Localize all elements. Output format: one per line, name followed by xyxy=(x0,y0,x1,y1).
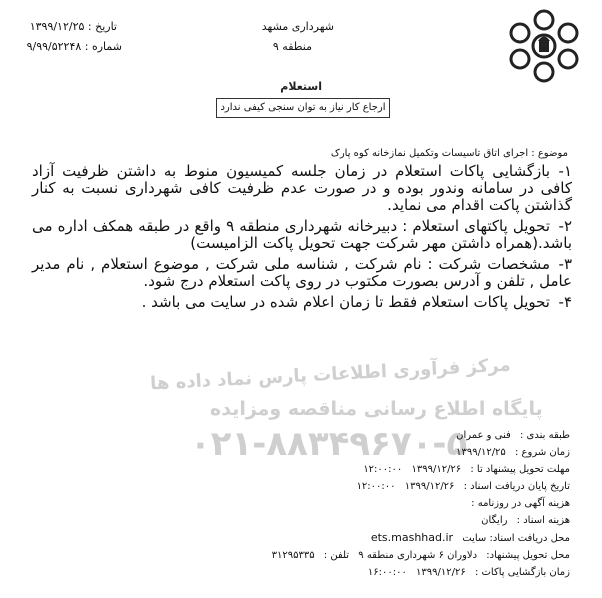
list-item xyxy=(32,218,572,252)
reference-note-box: ارجاع کار نیاز به توان سنجی کیفی ندارد xyxy=(216,98,390,118)
document-type: استعلام xyxy=(280,80,322,93)
item-text: تحویل پاکات استعلام فقط تا زمان اعلام شده در سایت می باشد . xyxy=(141,293,550,311)
category-label: طبقه بندی : xyxy=(520,430,570,441)
deadline-row xyxy=(250,461,570,478)
tender-info xyxy=(250,427,570,581)
item-text: تحویل پاکتهای استعلام : دبیرخانه شهرداری منطقه ۹ واقع در طبقه همکف اداره می باشد.(همراه داشتن مهر شرکت جهت تحویل پاکت الزامیست) xyxy=(32,217,572,252)
list-item xyxy=(32,163,572,214)
start-row xyxy=(250,444,570,461)
watermark-line-2: پایگاه اطلاع رسانی مناقصه ومزایده xyxy=(210,398,543,420)
watermark-line-3: ۰۲۱-۸۸۳۴۹۶۷۰-۵ xyxy=(190,424,468,464)
watermark-line-1: مرکز فرآوری اطلاعات پارس نماد داده ها xyxy=(149,354,512,395)
category-value: فنی و عمران xyxy=(456,430,511,441)
deadline-date: ۱۳۹۹/۱۲/۲۶ xyxy=(411,464,462,475)
start-value: ۱۳۹۹/۱۲/۲۵ xyxy=(456,447,506,458)
item-number: ۱- xyxy=(558,162,572,180)
item-text: مشخصات شرکت : نام شرکت , شناسه ملی شرکت , موضوع استعلام , نام مدیر عامل , تلفن و آدرس بصورت مکتوب در روی پاکت استعلام درج شود. xyxy=(32,255,572,290)
phone-value: ۳۱۲۹۵۳۳۵ xyxy=(271,550,315,561)
region-name: منطقه ۹ xyxy=(272,40,312,53)
date-label: تاریخ : xyxy=(87,20,117,33)
doc-end-label: تاریخ پایان دریافت اسناد : xyxy=(463,481,570,492)
deadline-time: ۱۲:۰۰:۰۰ xyxy=(363,464,403,475)
list-item xyxy=(32,256,572,290)
date-value: ۱۳۹۹/۱۲/۲۵ xyxy=(29,20,85,33)
item-number: ۲- xyxy=(558,217,572,235)
number-row xyxy=(27,40,122,54)
category-row xyxy=(250,427,570,444)
item-number: ۴- xyxy=(558,293,572,311)
start-label: زمان شروع : xyxy=(515,447,570,458)
delivery-value: دلاوران ۶ شهرداری منطقه ۹ xyxy=(358,550,478,561)
org-name: شهرداری مشهد xyxy=(261,20,334,33)
mashhad-municipality-logo-icon xyxy=(502,4,586,88)
number-value: ۹/۹۹/۵۲۲۴۸ xyxy=(26,40,82,53)
number-label: شماره : xyxy=(84,40,122,53)
phone-label: تلفن : xyxy=(323,550,350,561)
opening-row xyxy=(250,564,570,581)
doc-cost-value: رایگان xyxy=(481,515,508,526)
opening-label: زمان بازگشایی پاکات : xyxy=(474,567,570,578)
delivery-row xyxy=(250,547,570,564)
doc-cost-row xyxy=(250,512,570,529)
item-number: ۳- xyxy=(558,255,572,273)
doc-place-row xyxy=(250,529,570,547)
doc-end-date: ۱۳۹۹/۱۲/۲۶ xyxy=(404,481,455,492)
date-row xyxy=(30,20,117,34)
subject-line: موضوع : اجرای اتاق تاسیسات وتکمیل نمازخانه کوه پارک xyxy=(330,148,568,159)
doc-place-link[interactable]: ets.mashhad.ir xyxy=(370,531,454,544)
opening-date: ۱۳۹۹/۱۲/۲۶ xyxy=(416,567,466,578)
delivery-label: محل تحویل پیشنهاد: xyxy=(486,550,570,561)
doc-end-row xyxy=(250,478,570,495)
opening-time: ۱۶:۰۰:۰۰ xyxy=(367,567,407,578)
deadline-label: مهلت تحویل پیشنهاد تا : xyxy=(470,464,570,475)
list-item xyxy=(32,294,572,311)
doc-end-time: ۱۲:۰۰:۰۰ xyxy=(356,481,396,492)
ad-cost-row xyxy=(250,495,570,512)
doc-place-label: محل دریافت اسناد: سایت xyxy=(462,533,570,544)
ad-cost-label: هزینه آگهی در روزنامه : xyxy=(471,498,570,509)
doc-cost-label: هزینه اسناد : xyxy=(516,515,570,526)
item-text: بازگشایی پاکات استعلام در زمان جلسه کمیسیون منوط به داشتن ظرفیت آزاد کافی در سامانه وندور بوده و در صورت عدم ظرفیت کافی شهرداری نسبت به کنار گذاشتن پاکت اقدام می نماید. xyxy=(32,162,572,214)
conditions-list xyxy=(32,163,572,315)
